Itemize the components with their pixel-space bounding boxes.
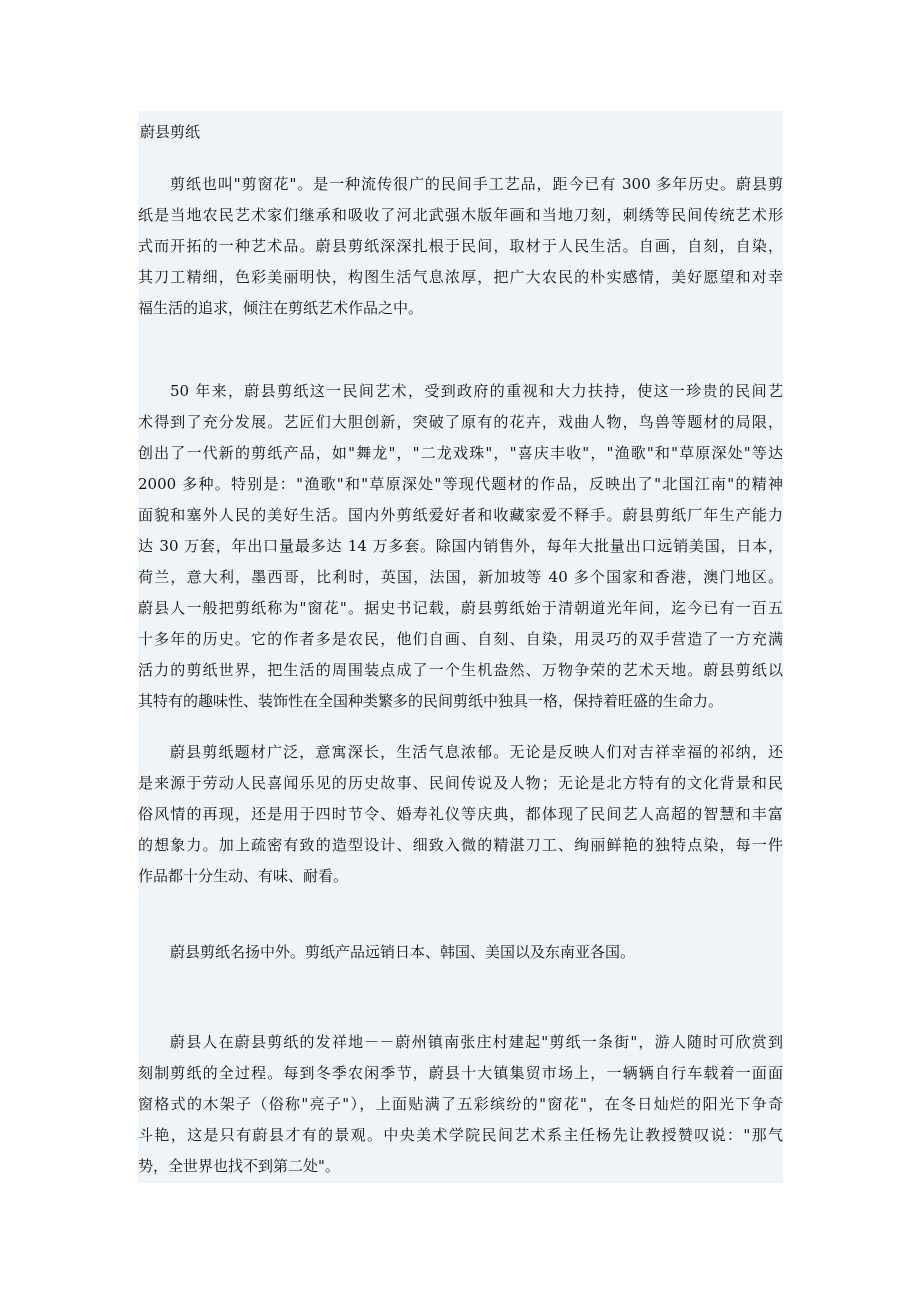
paragraph-line: 其刀工精细，色彩美丽明快，构图生活气息浓厚，把广大农民的朴实感情，美好愿望和对幸	[138, 268, 783, 286]
paragraph-line: 蔚县剪纸名扬中外。剪纸产品远销日本、韩国、美国以及东南亚各国。	[170, 943, 636, 961]
paragraph-themes	[138, 737, 783, 892]
paragraph-line: 蔚县人一般把剪纸称为"窗花"。据史书记载，蔚县剪纸始于清朝道光年间，迄今已有一百五	[138, 599, 783, 617]
paragraph-line: 窗格式的木架子（俗称"亮子"），上面贴满了五彩缤纷的"窗花"，在冬日灿烂的阳光下争奇	[138, 1095, 783, 1113]
paragraph-line: 创出了一代新的剪纸产品，如"舞龙"，"二龙戏珠"，"喜庆丰收"，"渔歌"和"草原深处"等达	[138, 444, 783, 462]
paragraph-line: 斗艳，这是只有蔚县才有的景观。中央美术学院民间艺术系主任杨先让教授赞叹说："那气	[138, 1126, 783, 1144]
paragraph-origin	[138, 169, 783, 324]
paragraph-line: 势，全世界也找不到第二处"。	[138, 1157, 340, 1175]
paragraph-line: 纸是当地农民艺术家们继承和吸收了河北武强木版年画和当地刀刻，刺绣等民间传统艺术形	[138, 206, 783, 224]
paragraph-line: 达 30 万套，年出口量最多达 14 万多套。除国内销售外，每年大批量出口远销美国，日本，	[138, 537, 783, 555]
paragraph-development	[138, 376, 783, 717]
paragraph-line: 式而开拓的一种艺术品。蔚县剪纸深深扎根于民间，取材于人民生活。自画，自刻，自染，	[138, 237, 783, 255]
paragraph-line: 活力的剪纸世界，把生活的周围装点成了一个生机盎然、万物争荣的艺术天地。蔚县剪纸以	[138, 661, 783, 679]
document-body	[138, 111, 783, 1183]
paragraph-line: 术得到了充分发展。艺匠们大胆创新，突破了原有的花卉，戏曲人物，鸟兽等题材的局限，	[138, 413, 783, 431]
paragraph-line: 蔚县剪纸题材广泛，意寓深长，生活气息浓郁。无论是反映人们对吉祥幸福的祁纳，还	[170, 743, 783, 761]
paragraph-street	[138, 1027, 783, 1182]
paragraph-line: 50 年来，蔚县剪纸这一民间艺术，受到政府的重视和大力扶持，使这一珍贵的民间艺	[170, 382, 783, 400]
document-title: 蔚县剪纸	[140, 123, 201, 141]
paragraph-line: 其特有的趣味性、装饰性在全国种类繁多的民间剪纸中独具一格，保持着旺盛的生命力。	[138, 692, 724, 710]
paragraph-line: 刻制剪纸的全过程。每到冬季农闲季节，蔚县十大镇集贸市场上，一辆辆自行车载着一面面	[138, 1064, 783, 1082]
paragraph-line: 剪纸也叫"剪窗花"。是一种流传很广的民间手工艺品，距今已有 300 多年历史。蔚县剪	[170, 175, 783, 193]
paragraph-line: 俗风情的再现，还是用于四时节令、婚寿礼仪等庆典，都体现了民间艺人高超的智慧和丰富	[138, 805, 783, 823]
paragraph-line: 福生活的追求，倾注在剪纸艺术作品之中。	[138, 299, 424, 317]
paragraph-line: 蔚县人在蔚县剪纸的发祥地－－蔚州镇南张庄村建起"剪纸一条街"，游人随时可欣赏到	[170, 1033, 783, 1051]
paragraph-line: 是来源于劳动人民喜闻乐见的历史故事、民间传说及人物；无论是北方特有的文化背景和民	[138, 774, 783, 792]
paragraph-line: 的想象力。加上疏密有致的造型设计、细致入微的精湛刀工、绚丽鲜艳的独特点染，每一件	[138, 836, 783, 854]
paragraph-line: 荷兰，意大利，墨西哥，比利时，英国，法国，新加坡等 40 多个国家和香港，澳门地区。	[138, 568, 783, 586]
paragraph-line: 作品都十分生动、有味、耐看。	[138, 867, 349, 885]
paragraph-line: 十多年的历史。它的作者多是农民，他们自画、自刻、自染，用灵巧的双手营造了一方充满	[138, 630, 783, 648]
paragraph-line: 2000 多种。特别是："渔歌"和"草原深处"等现代题材的作品，反映出了"北国江南"的精神	[138, 475, 783, 493]
paragraph-fame	[138, 937, 783, 968]
paragraph-line: 面貌和塞外人民的美好生活。国内外剪纸爱好者和收藏家爱不释手。蔚县剪纸厂年生产能力	[138, 506, 783, 524]
